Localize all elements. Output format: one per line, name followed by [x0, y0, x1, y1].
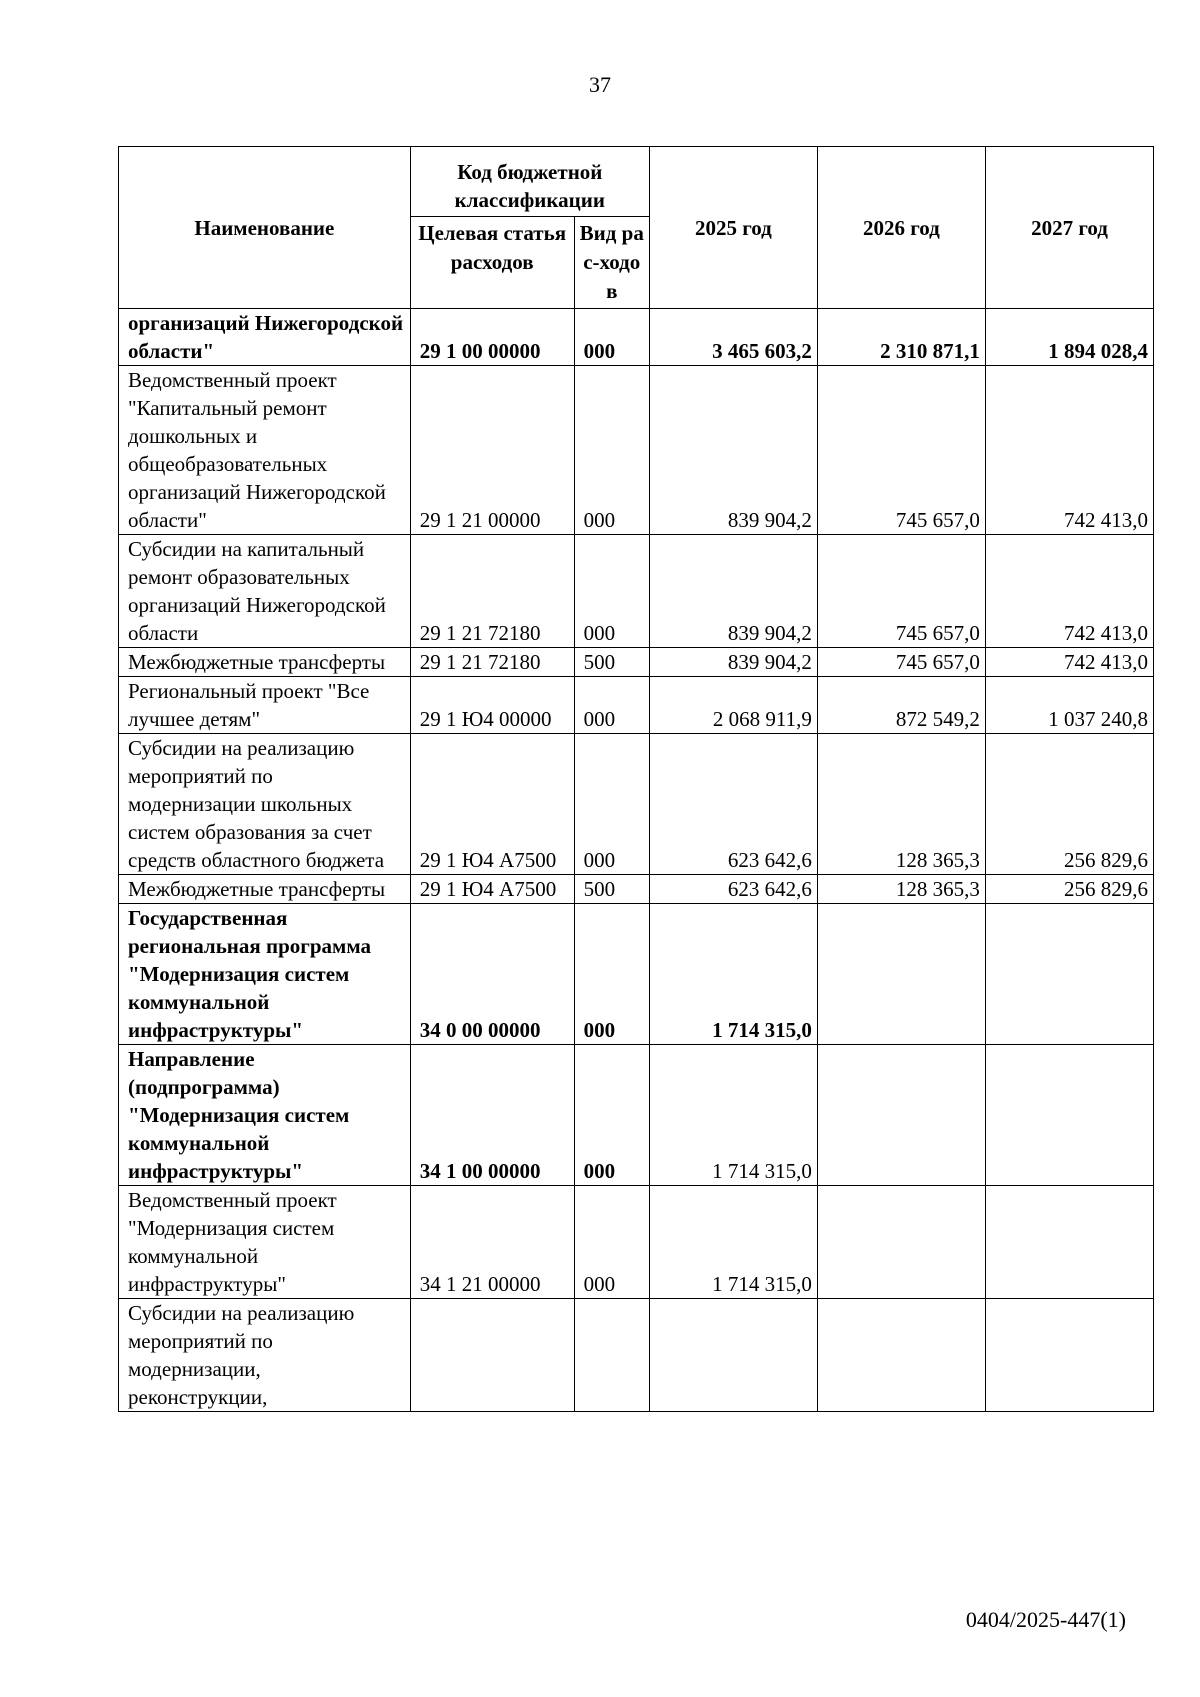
table-row — [119, 366, 1154, 535]
table-row — [119, 1186, 1154, 1299]
table-row — [119, 648, 1154, 677]
header-target-article: Целевая статья расходов — [410, 217, 574, 309]
row-code: 29 1 Ю4 А7500 — [410, 875, 574, 904]
page-number: 37 — [589, 72, 611, 97]
row-code: 34 0 00 00000 — [410, 904, 574, 1045]
row-name: Направление (подпрограмма) "Модернизация систем коммунальной инфраструктуры" — [119, 1045, 411, 1186]
document-id: 0404/2025-447(1) — [965, 1607, 1126, 1632]
table-row — [119, 535, 1154, 648]
row-amount-2026: 128 365,3 — [817, 875, 985, 904]
row-expense-type: 000 — [574, 1045, 649, 1186]
row-expense-type: 500 — [574, 648, 649, 677]
row-expense-type: 000 — [574, 535, 649, 648]
row-amount-2026: 872 549,2 — [817, 677, 985, 734]
row-name: Ведомственный проект "Капитальный ремонт дошкольных и общеобразовательных организаций Нижегородской области" — [119, 366, 411, 535]
row-amount-2027 — [985, 904, 1153, 1045]
row-amount-2027: 256 829,6 — [985, 875, 1153, 904]
row-expense-type: 000 — [574, 904, 649, 1045]
row-name: Ведомственный проект "Модернизация систем коммунальной инфраструктуры" — [119, 1186, 411, 1299]
row-amount-2025: 839 904,2 — [649, 366, 817, 535]
row-amount-2025: 839 904,2 — [649, 535, 817, 648]
table-row — [119, 677, 1154, 734]
row-expense-type: 500 — [574, 875, 649, 904]
row-amount-2026: 745 657,0 — [817, 648, 985, 677]
row-name: Государственная региональная программа "Модернизация систем коммунальной инфраструктуры" — [119, 904, 411, 1045]
row-name: Межбюджетные трансферты — [119, 875, 411, 904]
row-amount-2026 — [817, 1186, 985, 1299]
row-expense-type — [574, 1299, 649, 1412]
row-amount-2025: 623 642,6 — [649, 875, 817, 904]
row-amount-2027: 742 413,0 — [985, 648, 1153, 677]
row-code: 29 1 21 72180 — [410, 648, 574, 677]
row-amount-2027: 742 413,0 — [985, 535, 1153, 648]
row-expense-type: 000 — [574, 1186, 649, 1299]
row-amount-2027 — [985, 1186, 1153, 1299]
row-amount-2025: 1 714 315,0 — [649, 1186, 817, 1299]
row-amount-2025: 2 068 911,9 — [649, 677, 817, 734]
row-name: Региональный проект "Все лучшее детям" — [119, 677, 411, 734]
row-amount-2026: 745 657,0 — [817, 535, 985, 648]
row-name: Субсидии на реализацию мероприятий по модернизации школьных систем образования за счет средств областного бюджета — [119, 734, 411, 875]
row-amount-2025: 3 465 603,2 — [649, 309, 817, 366]
table-row — [119, 309, 1154, 366]
header-expense-type: Вид рас-ходов — [574, 217, 649, 309]
row-amount-2027 — [985, 1299, 1153, 1412]
row-code: 29 1 00 00000 — [410, 309, 574, 366]
row-name: Субсидии на капитальный ремонт образовательных организаций Нижегородской области — [119, 535, 411, 648]
row-expense-type: 000 — [574, 734, 649, 875]
row-amount-2026: 2 310 871,1 — [817, 309, 985, 366]
row-code: 29 1 Ю4 А7500 — [410, 734, 574, 875]
row-code: 29 1 Ю4 00000 — [410, 677, 574, 734]
row-code — [410, 1299, 574, 1412]
table-row — [119, 734, 1154, 875]
row-code: 29 1 21 72180 — [410, 535, 574, 648]
row-amount-2025: 1 714 315,0 — [649, 904, 817, 1045]
header-code-group: Код бюджетной классификации — [410, 147, 649, 217]
row-name: Субсидии на реализацию мероприятий по модернизации, реконструкции, — [119, 1299, 411, 1412]
row-amount-2025 — [649, 1299, 817, 1412]
row-expense-type: 000 — [574, 677, 649, 734]
table-row — [119, 1299, 1154, 1412]
table-body — [119, 309, 1154, 1412]
row-name: организаций Нижегородской области" — [119, 309, 411, 366]
row-amount-2025: 839 904,2 — [649, 648, 817, 677]
row-code: 34 1 00 00000 — [410, 1045, 574, 1186]
row-expense-type: 000 — [574, 309, 649, 366]
row-amount-2026 — [817, 904, 985, 1045]
row-amount-2025: 623 642,6 — [649, 734, 817, 875]
row-amount-2026 — [817, 1045, 985, 1186]
row-amount-2026: 745 657,0 — [817, 366, 985, 535]
row-expense-type: 000 — [574, 366, 649, 535]
header-year-2027: 2027 год — [985, 147, 1153, 309]
row-amount-2026: 128 365,3 — [817, 734, 985, 875]
table-row — [119, 1045, 1154, 1186]
row-amount-2025: 1 714 315,0 — [649, 1045, 817, 1186]
row-amount-2027: 256 829,6 — [985, 734, 1153, 875]
row-amount-2027 — [985, 1045, 1153, 1186]
row-amount-2026 — [817, 1299, 985, 1412]
table-row — [119, 904, 1154, 1045]
row-code: 34 1 21 00000 — [410, 1186, 574, 1299]
row-amount-2027: 1 894 028,4 — [985, 309, 1153, 366]
budget-table — [118, 146, 1154, 1412]
header-year-2025: 2025 год — [649, 147, 817, 309]
row-name: Межбюджетные трансферты — [119, 648, 411, 677]
row-amount-2027: 742 413,0 — [985, 366, 1153, 535]
header-name: Наименование — [119, 147, 411, 309]
header-year-2026: 2026 год — [817, 147, 985, 309]
row-amount-2027: 1 037 240,8 — [985, 677, 1153, 734]
row-code: 29 1 21 00000 — [410, 366, 574, 535]
table-row — [119, 875, 1154, 904]
